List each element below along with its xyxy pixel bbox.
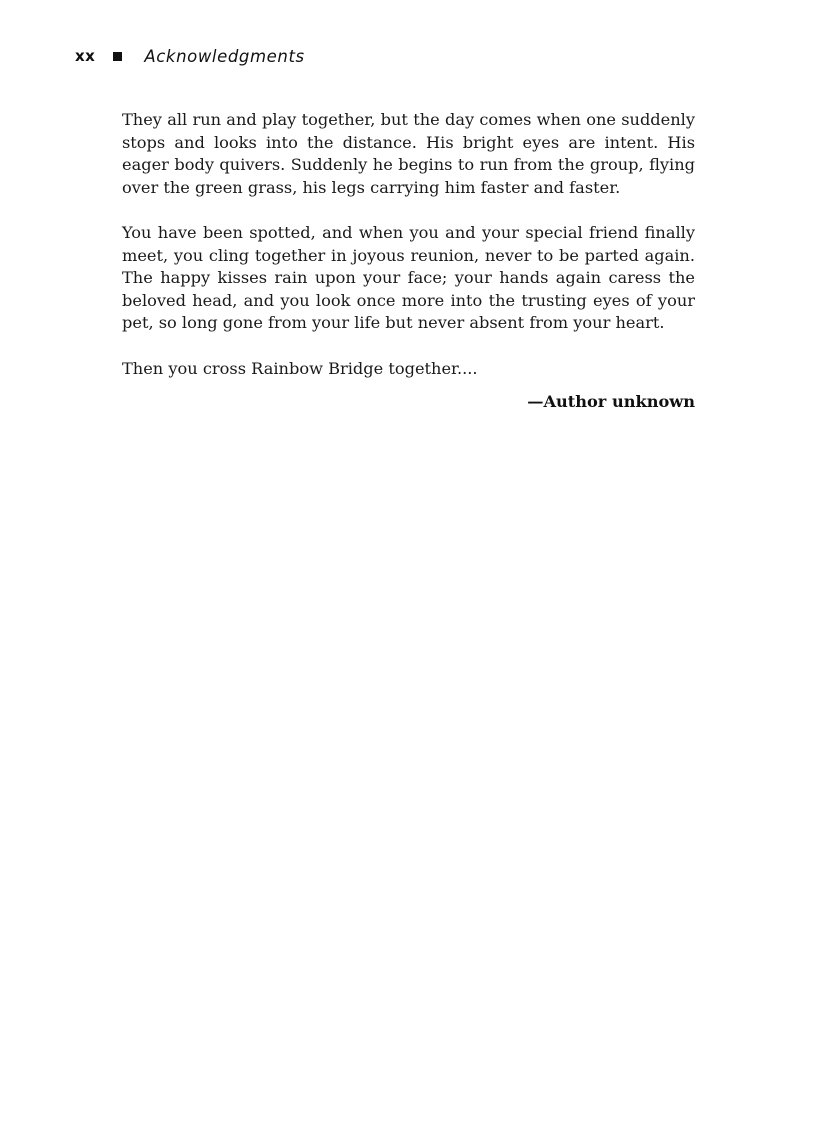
poem-body: [122, 109, 695, 414]
square-bullet-icon: [113, 52, 122, 61]
page-number: xx: [75, 47, 96, 65]
section-title: Acknowledgments: [144, 46, 305, 66]
attribution: —Author unknown: [527, 392, 695, 412]
paragraph-2: You have been spotted, and when you and your special friend finally meet, you cling together in joyous reunion, never to be parted again. The happy kisses rain upon your face; your hands again caress the beloved head, and you look once more into the trusting eyes of your pet, so long gone from your life but never absent from your heart.: [122, 222, 695, 333]
running-head: [75, 44, 305, 68]
paragraph-1: They all run and play together, but the day comes when one suddenly stops and looks into the distance. His bright eyes are intent. His eager body quivers. Suddenly he begins to run from the group, flying over the green grass, his legs carrying him faster and faster.: [122, 110, 695, 197]
paragraph-3: Then you cross Rainbow Bridge together....: [122, 358, 478, 378]
